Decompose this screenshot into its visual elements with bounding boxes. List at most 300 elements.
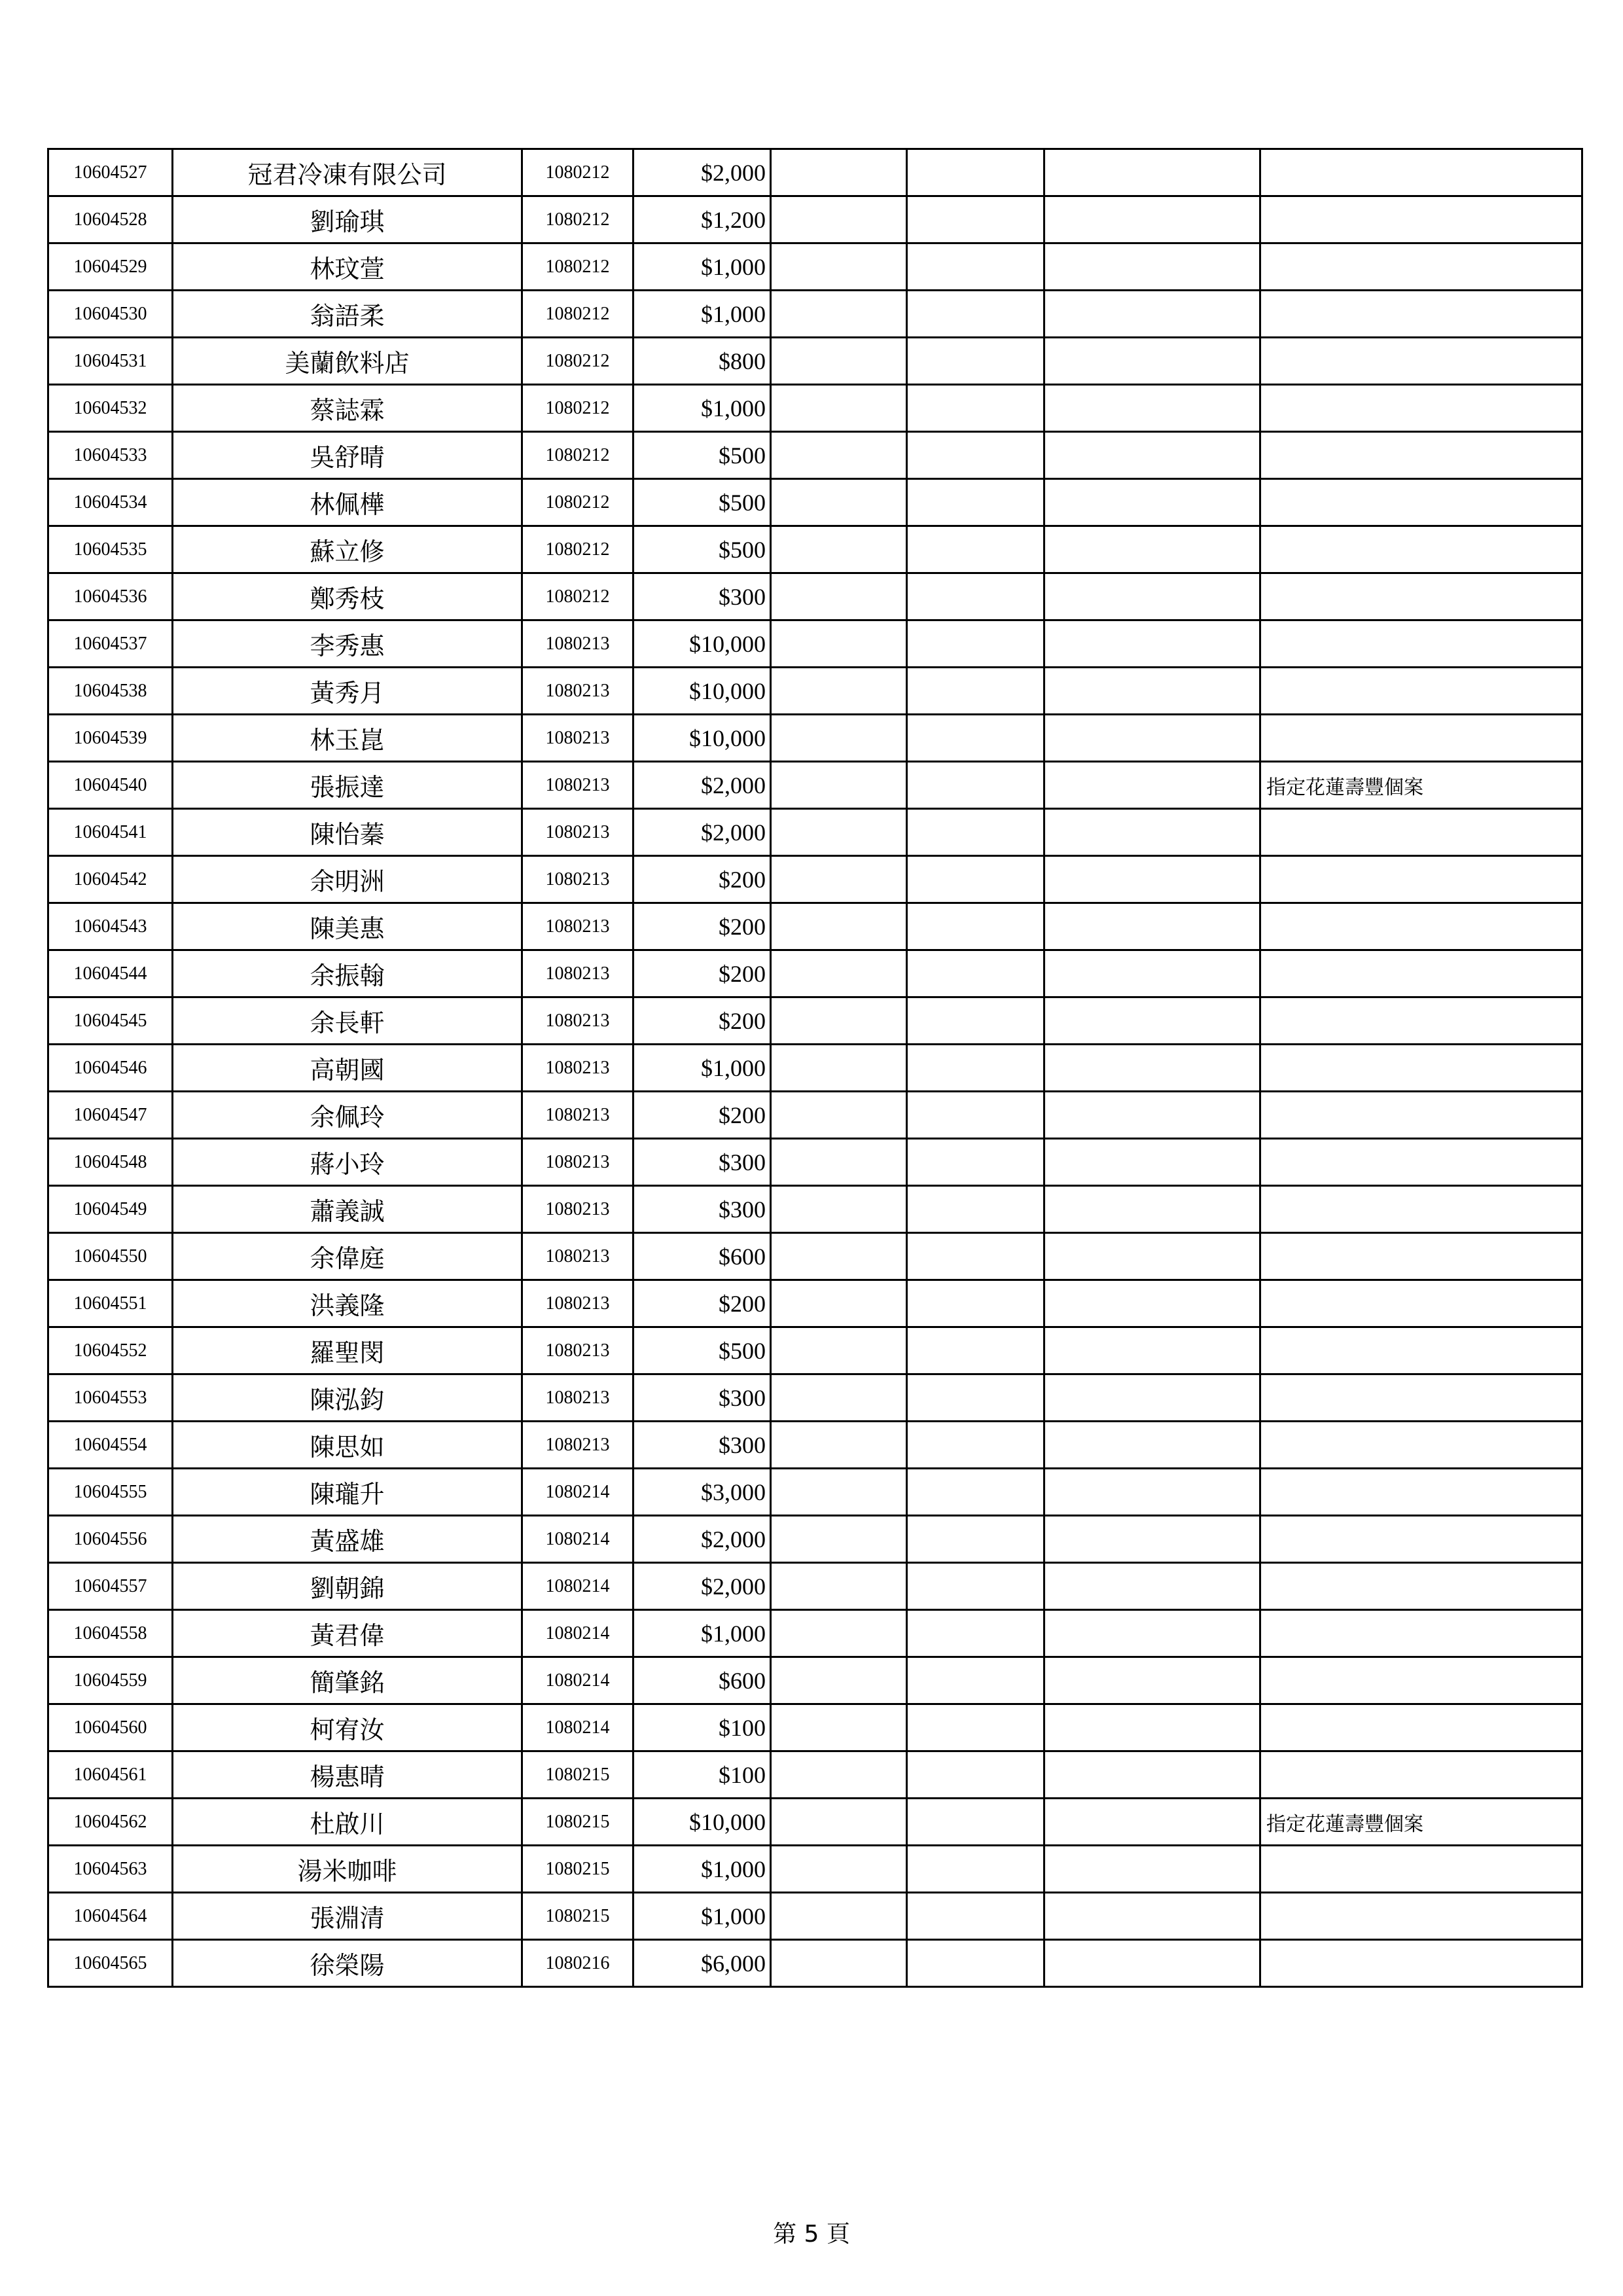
empty-cell xyxy=(1044,1893,1260,1940)
table-row xyxy=(48,1563,1582,1610)
table-row xyxy=(48,1186,1582,1233)
table-row xyxy=(48,1751,1582,1799)
amount-cell: $200 xyxy=(633,1280,771,1327)
empty-cell xyxy=(1044,1045,1260,1092)
donor-name-cell: 張淵清 xyxy=(173,1893,522,1940)
donation-date-cell: 1080212 xyxy=(522,338,633,385)
note-cell xyxy=(1260,1139,1582,1186)
amount-cell: $10,000 xyxy=(633,715,771,762)
empty-cell xyxy=(771,1846,907,1893)
empty-cell xyxy=(771,1374,907,1422)
donation-date-cell: 1080213 xyxy=(522,1186,633,1233)
empty-cell xyxy=(907,997,1044,1045)
donation-date-cell: 1080212 xyxy=(522,479,633,526)
note-cell xyxy=(1260,1751,1582,1799)
table-row xyxy=(48,1233,1582,1280)
note-cell xyxy=(1260,385,1582,432)
empty-cell xyxy=(771,950,907,997)
empty-cell xyxy=(771,243,907,291)
empty-cell xyxy=(907,1469,1044,1516)
table-row xyxy=(48,1092,1582,1139)
amount-cell: $2,000 xyxy=(633,809,771,856)
empty-cell xyxy=(1044,856,1260,903)
note-cell xyxy=(1260,1610,1582,1657)
donation-date-cell: 1080213 xyxy=(522,1092,633,1139)
receipt-number-cell: 10604536 xyxy=(48,573,173,620)
empty-cell xyxy=(771,573,907,620)
donor-name-cell: 劉朝錦 xyxy=(173,1563,522,1610)
empty-cell xyxy=(1044,1374,1260,1422)
empty-cell xyxy=(1044,1280,1260,1327)
donor-name-cell: 蕭義誠 xyxy=(173,1186,522,1233)
donation-date-cell: 1080213 xyxy=(522,715,633,762)
table-row xyxy=(48,526,1582,573)
donor-name-cell: 蘇立修 xyxy=(173,526,522,573)
receipt-number-cell: 10604562 xyxy=(48,1799,173,1846)
empty-cell xyxy=(771,1327,907,1374)
empty-cell xyxy=(1044,1751,1260,1799)
empty-cell xyxy=(1044,1799,1260,1846)
amount-cell: $600 xyxy=(633,1657,771,1704)
donor-name-cell: 林佩樺 xyxy=(173,479,522,526)
empty-cell xyxy=(771,997,907,1045)
donor-name-cell: 簡肇銘 xyxy=(173,1657,522,1704)
receipt-number-cell: 10604538 xyxy=(48,668,173,715)
empty-cell xyxy=(907,1327,1044,1374)
note-cell xyxy=(1260,573,1582,620)
donor-name-cell: 徐榮陽 xyxy=(173,1940,522,1987)
donor-name-cell: 黃君偉 xyxy=(173,1610,522,1657)
amount-cell: $200 xyxy=(633,856,771,903)
receipt-number-cell: 10604564 xyxy=(48,1893,173,1940)
table-row xyxy=(48,809,1582,856)
note-cell xyxy=(1260,1092,1582,1139)
donor-name-cell: 林玉崑 xyxy=(173,715,522,762)
empty-cell xyxy=(771,620,907,668)
empty-cell xyxy=(907,1233,1044,1280)
empty-cell xyxy=(907,1516,1044,1563)
empty-cell xyxy=(1044,1469,1260,1516)
donation-date-cell: 1080213 xyxy=(522,1045,633,1092)
amount-cell: $10,000 xyxy=(633,1799,771,1846)
empty-cell xyxy=(907,1799,1044,1846)
receipt-number-cell: 10604527 xyxy=(48,149,173,196)
donation-date-cell: 1080213 xyxy=(522,1139,633,1186)
empty-cell xyxy=(771,1799,907,1846)
empty-cell xyxy=(771,526,907,573)
empty-cell xyxy=(907,1280,1044,1327)
empty-cell xyxy=(771,1610,907,1657)
receipt-number-cell: 10604543 xyxy=(48,903,173,950)
empty-cell xyxy=(771,1045,907,1092)
receipt-number-cell: 10604559 xyxy=(48,1657,173,1704)
empty-cell xyxy=(907,1704,1044,1751)
amount-cell: $1,000 xyxy=(633,385,771,432)
amount-cell: $1,000 xyxy=(633,1045,771,1092)
page-number: 第 5 頁 xyxy=(773,2221,850,2248)
receipt-number-cell: 10604565 xyxy=(48,1940,173,1987)
donor-name-cell: 余明洲 xyxy=(173,856,522,903)
empty-cell xyxy=(1044,1422,1260,1469)
table-row xyxy=(48,620,1582,668)
donation-date-cell: 1080214 xyxy=(522,1469,633,1516)
receipt-number-cell: 10604534 xyxy=(48,479,173,526)
empty-cell xyxy=(907,668,1044,715)
note-cell xyxy=(1260,1940,1582,1987)
table-row xyxy=(48,1327,1582,1374)
amount-cell: $200 xyxy=(633,903,771,950)
receipt-number-cell: 10604528 xyxy=(48,196,173,243)
amount-cell: $1,000 xyxy=(633,291,771,338)
amount-cell: $300 xyxy=(633,1422,771,1469)
empty-cell xyxy=(1044,1139,1260,1186)
amount-cell: $300 xyxy=(633,1139,771,1186)
empty-cell xyxy=(1044,1327,1260,1374)
donor-name-cell: 陳怡蓁 xyxy=(173,809,522,856)
empty-cell xyxy=(1044,1186,1260,1233)
empty-cell xyxy=(907,479,1044,526)
empty-cell xyxy=(907,1940,1044,1987)
table-row xyxy=(48,1893,1582,1940)
note-cell: 指定花蓮壽豐個案 xyxy=(1260,762,1582,809)
empty-cell xyxy=(1044,620,1260,668)
donor-name-cell: 李秀惠 xyxy=(173,620,522,668)
receipt-number-cell: 10604558 xyxy=(48,1610,173,1657)
note-cell xyxy=(1260,1704,1582,1751)
note-cell xyxy=(1260,1327,1582,1374)
donor-name-cell: 余振翰 xyxy=(173,950,522,997)
note-cell xyxy=(1260,149,1582,196)
receipt-number-cell: 10604550 xyxy=(48,1233,173,1280)
empty-cell xyxy=(771,479,907,526)
amount-cell: $300 xyxy=(633,1186,771,1233)
note-cell xyxy=(1260,1233,1582,1280)
empty-cell xyxy=(1044,1704,1260,1751)
empty-cell xyxy=(1044,149,1260,196)
empty-cell xyxy=(771,856,907,903)
note-cell xyxy=(1260,1374,1582,1422)
table-row xyxy=(48,338,1582,385)
note-cell xyxy=(1260,1280,1582,1327)
empty-cell xyxy=(771,1893,907,1940)
empty-cell xyxy=(771,1657,907,1704)
table-row xyxy=(48,715,1582,762)
receipt-number-cell: 10604553 xyxy=(48,1374,173,1422)
empty-cell xyxy=(907,1563,1044,1610)
empty-cell xyxy=(907,950,1044,997)
receipt-number-cell: 10604531 xyxy=(48,338,173,385)
receipt-number-cell: 10604560 xyxy=(48,1704,173,1751)
empty-cell xyxy=(771,668,907,715)
donation-date-cell: 1080213 xyxy=(522,1233,633,1280)
note-cell xyxy=(1260,291,1582,338)
donation-date-cell: 1080212 xyxy=(522,573,633,620)
empty-cell xyxy=(907,1045,1044,1092)
empty-cell xyxy=(907,196,1044,243)
receipt-number-cell: 10604535 xyxy=(48,526,173,573)
donor-name-cell: 洪義隆 xyxy=(173,1280,522,1327)
note-cell xyxy=(1260,1045,1582,1092)
amount-cell: $200 xyxy=(633,997,771,1045)
donation-date-cell: 1080212 xyxy=(522,196,633,243)
empty-cell xyxy=(1044,1092,1260,1139)
receipt-number-cell: 10604529 xyxy=(48,243,173,291)
table-row xyxy=(48,1469,1582,1516)
donation-date-cell: 1080212 xyxy=(522,432,633,479)
donor-name-cell: 蔣小玲 xyxy=(173,1139,522,1186)
donation-date-cell: 1080212 xyxy=(522,149,633,196)
donor-name-cell: 冠君冷凍有限公司 xyxy=(173,149,522,196)
note-cell xyxy=(1260,668,1582,715)
donor-name-cell: 陳美惠 xyxy=(173,903,522,950)
table-row xyxy=(48,149,1582,196)
receipt-number-cell: 10604556 xyxy=(48,1516,173,1563)
donor-name-cell: 蔡誌霖 xyxy=(173,385,522,432)
amount-cell: $10,000 xyxy=(633,620,771,668)
receipt-number-cell: 10604539 xyxy=(48,715,173,762)
donor-name-cell: 余長軒 xyxy=(173,997,522,1045)
donation-date-cell: 1080215 xyxy=(522,1893,633,1940)
empty-cell xyxy=(1044,385,1260,432)
empty-cell xyxy=(1044,1610,1260,1657)
receipt-number-cell: 10604548 xyxy=(48,1139,173,1186)
empty-cell xyxy=(907,149,1044,196)
table-row xyxy=(48,432,1582,479)
empty-cell xyxy=(771,762,907,809)
empty-cell xyxy=(1044,903,1260,950)
empty-cell xyxy=(1044,715,1260,762)
donor-name-cell: 陳泓鈞 xyxy=(173,1374,522,1422)
empty-cell xyxy=(907,620,1044,668)
receipt-number-cell: 10604537 xyxy=(48,620,173,668)
empty-cell xyxy=(907,573,1044,620)
empty-cell xyxy=(1044,479,1260,526)
amount-cell: $600 xyxy=(633,1233,771,1280)
table-row xyxy=(48,1422,1582,1469)
table-row xyxy=(48,1280,1582,1327)
amount-cell: $200 xyxy=(633,1092,771,1139)
note-cell xyxy=(1260,1469,1582,1516)
empty-cell xyxy=(771,196,907,243)
empty-cell xyxy=(771,1751,907,1799)
note-cell xyxy=(1260,715,1582,762)
donor-name-cell: 杜啟川 xyxy=(173,1799,522,1846)
amount-cell: $1,000 xyxy=(633,1893,771,1940)
note-cell xyxy=(1260,1893,1582,1940)
note-cell xyxy=(1260,997,1582,1045)
note-cell xyxy=(1260,1563,1582,1610)
donation-date-cell: 1080213 xyxy=(522,997,633,1045)
donor-name-cell: 柯宥汝 xyxy=(173,1704,522,1751)
empty-cell xyxy=(1044,1516,1260,1563)
note-cell xyxy=(1260,903,1582,950)
empty-cell xyxy=(771,1704,907,1751)
donation-date-cell: 1080213 xyxy=(522,1327,633,1374)
donation-date-cell: 1080213 xyxy=(522,950,633,997)
empty-cell xyxy=(907,715,1044,762)
donation-date-cell: 1080212 xyxy=(522,243,633,291)
receipt-number-cell: 10604542 xyxy=(48,856,173,903)
amount-cell: $1,200 xyxy=(633,196,771,243)
empty-cell xyxy=(907,291,1044,338)
empty-cell xyxy=(1044,668,1260,715)
table-row xyxy=(48,1704,1582,1751)
empty-cell xyxy=(771,1186,907,1233)
table-row xyxy=(48,1846,1582,1893)
donation-date-cell: 1080213 xyxy=(522,903,633,950)
donation-date-cell: 1080215 xyxy=(522,1751,633,1799)
amount-cell: $800 xyxy=(633,338,771,385)
donor-name-cell: 余佩玲 xyxy=(173,1092,522,1139)
empty-cell xyxy=(771,1139,907,1186)
receipt-number-cell: 10604544 xyxy=(48,950,173,997)
empty-cell xyxy=(907,1422,1044,1469)
donor-name-cell: 湯米咖啡 xyxy=(173,1846,522,1893)
receipt-number-cell: 10604557 xyxy=(48,1563,173,1610)
donation-date-cell: 1080213 xyxy=(522,1280,633,1327)
amount-cell: $1,000 xyxy=(633,1610,771,1657)
note-cell xyxy=(1260,950,1582,997)
empty-cell xyxy=(1044,950,1260,997)
table-row xyxy=(48,997,1582,1045)
empty-cell xyxy=(1044,196,1260,243)
amount-cell: $10,000 xyxy=(633,668,771,715)
amount-cell: $100 xyxy=(633,1704,771,1751)
receipt-number-cell: 10604554 xyxy=(48,1422,173,1469)
table-row xyxy=(48,856,1582,903)
table-row xyxy=(48,1139,1582,1186)
note-cell xyxy=(1260,809,1582,856)
table-row xyxy=(48,573,1582,620)
note-cell xyxy=(1260,479,1582,526)
empty-cell xyxy=(771,1563,907,1610)
empty-cell xyxy=(1044,526,1260,573)
table-row xyxy=(48,1657,1582,1704)
receipt-number-cell: 10604541 xyxy=(48,809,173,856)
table-row xyxy=(48,291,1582,338)
table-row xyxy=(48,1940,1582,1987)
empty-cell xyxy=(907,1186,1044,1233)
donation-date-cell: 1080215 xyxy=(522,1846,633,1893)
empty-cell xyxy=(907,526,1044,573)
receipt-number-cell: 10604561 xyxy=(48,1751,173,1799)
note-cell xyxy=(1260,196,1582,243)
empty-cell xyxy=(907,1893,1044,1940)
note-cell xyxy=(1260,1846,1582,1893)
empty-cell xyxy=(771,432,907,479)
amount-cell: $2,000 xyxy=(633,1516,771,1563)
donation-date-cell: 1080213 xyxy=(522,620,633,668)
donation-date-cell: 1080212 xyxy=(522,526,633,573)
donation-date-cell: 1080213 xyxy=(522,856,633,903)
donor-name-cell: 鄭秀枝 xyxy=(173,573,522,620)
empty-cell xyxy=(1044,1657,1260,1704)
amount-cell: $2,000 xyxy=(633,149,771,196)
amount-cell: $500 xyxy=(633,526,771,573)
donor-name-cell: 黃秀月 xyxy=(173,668,522,715)
table-row xyxy=(48,1799,1582,1846)
empty-cell xyxy=(907,1846,1044,1893)
empty-cell xyxy=(771,715,907,762)
empty-cell xyxy=(907,1657,1044,1704)
table-row xyxy=(48,1516,1582,1563)
donor-name-cell: 楊惠晴 xyxy=(173,1751,522,1799)
table-row xyxy=(48,950,1582,997)
note-cell xyxy=(1260,1422,1582,1469)
receipt-number-cell: 10604546 xyxy=(48,1045,173,1092)
amount-cell: $100 xyxy=(633,1751,771,1799)
ledger-body xyxy=(48,149,1582,1987)
donation-date-cell: 1080214 xyxy=(522,1657,633,1704)
empty-cell xyxy=(1044,338,1260,385)
empty-cell xyxy=(907,243,1044,291)
receipt-number-cell: 10604530 xyxy=(48,291,173,338)
donation-date-cell: 1080212 xyxy=(522,291,633,338)
note-cell xyxy=(1260,1516,1582,1563)
amount-cell: $2,000 xyxy=(633,762,771,809)
empty-cell xyxy=(771,1422,907,1469)
donation-date-cell: 1080212 xyxy=(522,385,633,432)
empty-cell xyxy=(771,1516,907,1563)
empty-cell xyxy=(907,385,1044,432)
empty-cell xyxy=(907,856,1044,903)
amount-cell: $500 xyxy=(633,479,771,526)
donation-date-cell: 1080216 xyxy=(522,1940,633,1987)
donation-date-cell: 1080213 xyxy=(522,668,633,715)
receipt-number-cell: 10604545 xyxy=(48,997,173,1045)
empty-cell xyxy=(907,903,1044,950)
table-row xyxy=(48,196,1582,243)
empty-cell xyxy=(771,1233,907,1280)
empty-cell xyxy=(907,338,1044,385)
note-cell xyxy=(1260,1186,1582,1233)
donor-name-cell: 張振達 xyxy=(173,762,522,809)
empty-cell xyxy=(1044,809,1260,856)
donor-name-cell: 羅聖閔 xyxy=(173,1327,522,1374)
empty-cell xyxy=(1044,432,1260,479)
note-cell xyxy=(1260,856,1582,903)
empty-cell xyxy=(907,1610,1044,1657)
empty-cell xyxy=(771,385,907,432)
table-row xyxy=(48,903,1582,950)
donor-name-cell: 林玟萱 xyxy=(173,243,522,291)
donation-date-cell: 1080213 xyxy=(522,809,633,856)
donation-date-cell: 1080213 xyxy=(522,1374,633,1422)
table-row xyxy=(48,385,1582,432)
donation-date-cell: 1080214 xyxy=(522,1704,633,1751)
amount-cell: $2,000 xyxy=(633,1563,771,1610)
empty-cell xyxy=(1044,573,1260,620)
empty-cell xyxy=(1044,1940,1260,1987)
empty-cell xyxy=(1044,1846,1260,1893)
amount-cell: $1,000 xyxy=(633,243,771,291)
receipt-number-cell: 10604555 xyxy=(48,1469,173,1516)
empty-cell xyxy=(907,1751,1044,1799)
donor-name-cell: 余偉庭 xyxy=(173,1233,522,1280)
empty-cell xyxy=(771,809,907,856)
note-cell xyxy=(1260,526,1582,573)
empty-cell xyxy=(771,903,907,950)
receipt-number-cell: 10604552 xyxy=(48,1327,173,1374)
donor-name-cell: 陳思如 xyxy=(173,1422,522,1469)
amount-cell: $300 xyxy=(633,1374,771,1422)
table-row xyxy=(48,1045,1582,1092)
donor-name-cell: 美蘭飲料店 xyxy=(173,338,522,385)
empty-cell xyxy=(1044,1563,1260,1610)
note-cell xyxy=(1260,620,1582,668)
table-row xyxy=(48,479,1582,526)
amount-cell: $200 xyxy=(633,950,771,997)
